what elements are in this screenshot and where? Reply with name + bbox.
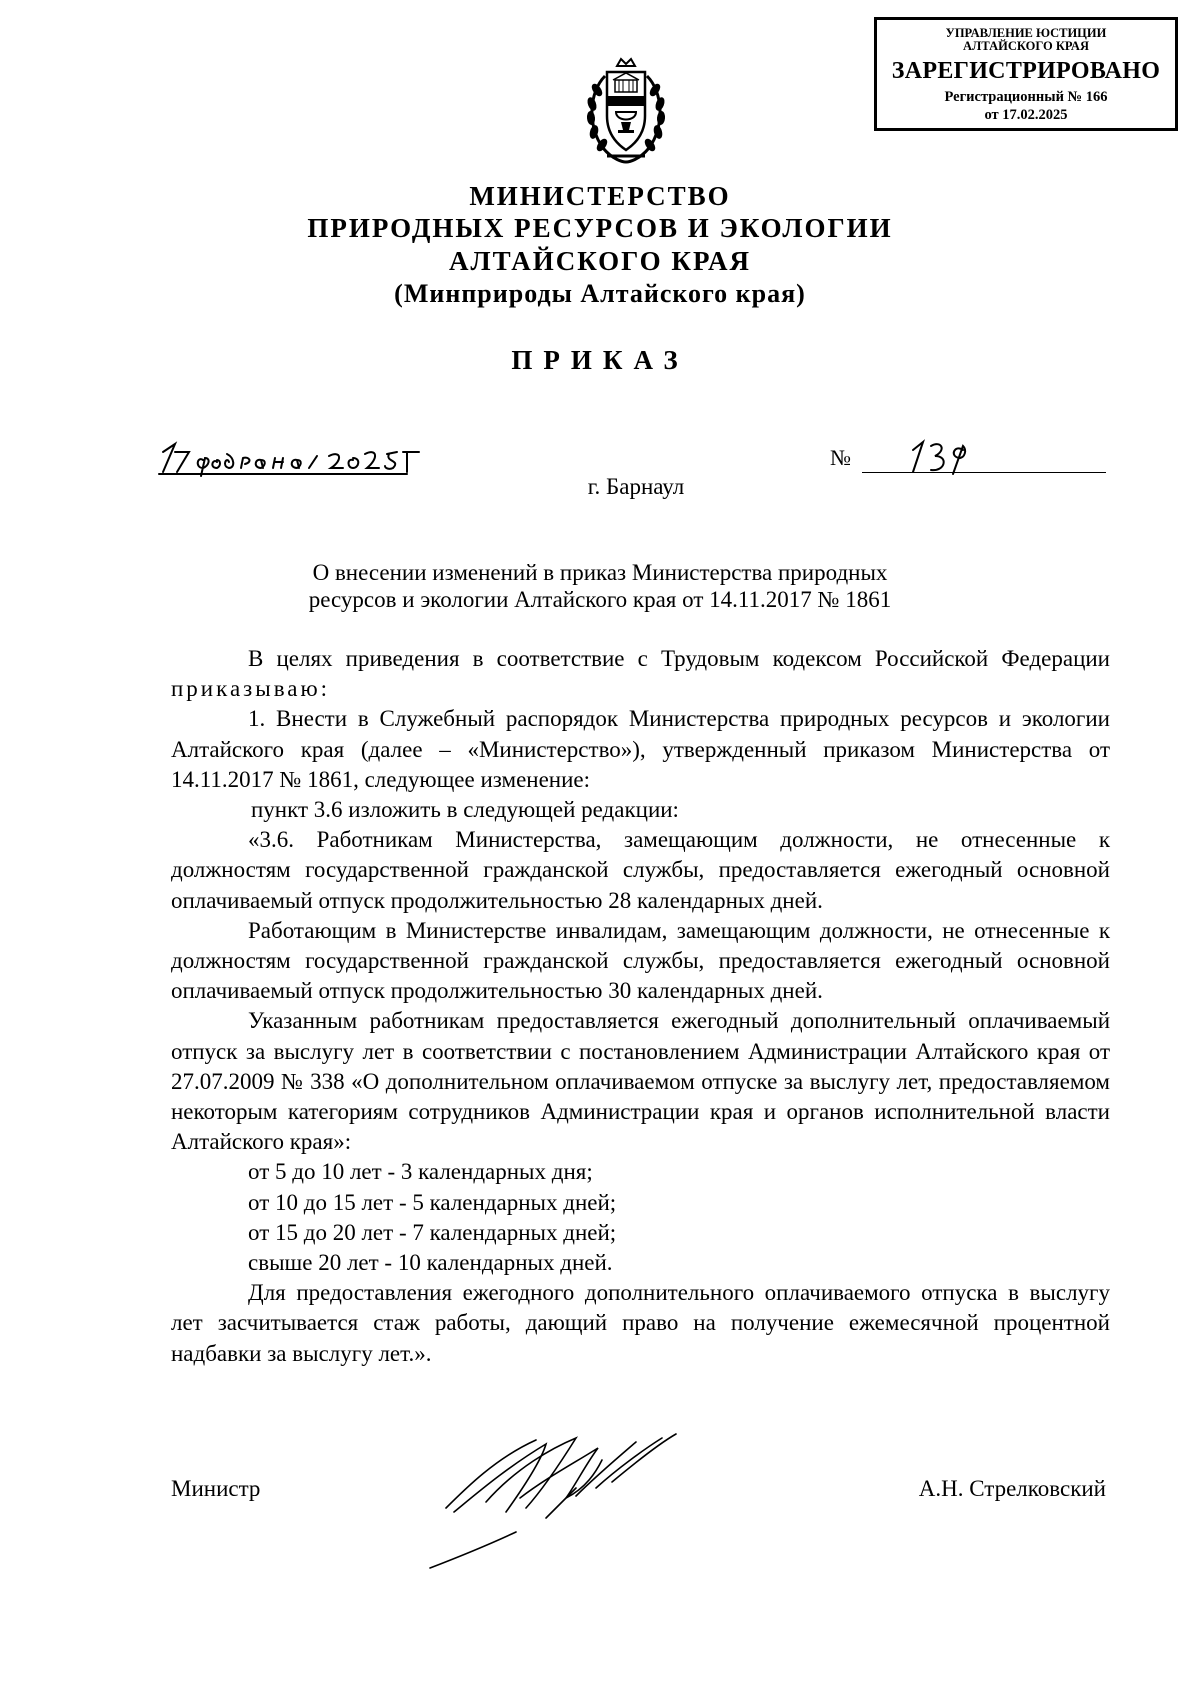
- signatory-title: Министр: [171, 1476, 261, 1501]
- stamp-status: ЗАРЕГИСТРИРОВАНО: [891, 58, 1161, 84]
- list-item: от 15 до 20 лет - 7 календарных дней;: [248, 1219, 617, 1245]
- order-word: приказываю: [171, 676, 321, 702]
- number-underline: [862, 472, 1106, 473]
- stamp-reg-date: от 17.02.2025: [984, 107, 1068, 123]
- stamp-org-line1: УПРАВЛЕНИЕ ЮСТИЦИИ: [945, 26, 1107, 40]
- body-paragraph-seniority: Указанным работникам предоставляется ежегодный дополнительный оплачиваемый отпуск за выслугу лет в соответствии с постановлением Администрации Алтайского края от 27.07.2009 № 338 «О дополнительном оплачиваемом отпуске за выслугу лет, предоставляемом некоторым категориям сотрудников Администрации края и органов исполнительной власти Алтайского края»:: [171, 1008, 1110, 1155]
- number-label: №: [830, 445, 851, 470]
- list-item: свыше 20 лет - 10 календарных дней.: [248, 1250, 613, 1276]
- body-paragraph-preamble: [171, 644, 1110, 704]
- body-paragraph-item1: 1. Внести в Служебный распорядок Министерства природных ресурсов и экологии Алтайского края (далее – «Министерство»), утвержденный приказом Министерства от 14.11.2017 № 1861, следующее изменение:: [171, 706, 1110, 792]
- city: г. Барнаул: [587, 474, 685, 499]
- handwritten-number: [905, 438, 975, 478]
- header-line4: (Минприроды Алтайского края): [394, 279, 806, 308]
- preamble-text: В целях приведения в соответствие с Трудовым кодексом Российской Федерации: [248, 646, 1110, 671]
- list-item: от 5 до 10 лет - 3 календарных дня;: [248, 1159, 593, 1185]
- stamp-reg-number: Регистрационный № 166: [944, 89, 1108, 105]
- header-line1: МИНИСТЕРСТВО: [469, 181, 731, 211]
- body-paragraph-3-6: «3.6. Работникам Министерства, замещающим должности, не отнесенные к должностям государственной гражданской службы, предоставляется ежегодный основной оплачиваемый отпуск продолжительностью 28 календарных дней.: [171, 827, 1110, 913]
- subject-line2: ресурсов и экологии Алтайского края от 14.11.2017 № 1861: [308, 587, 892, 612]
- preamble-colon: :: [320, 676, 328, 702]
- document-subject: [180, 559, 1020, 613]
- body-paragraph-point: пункт 3.6 изложить в следующей редакции:: [251, 797, 679, 823]
- signatory-name: А.Н. Стрелковский: [918, 1476, 1106, 1501]
- list-item: от 10 до 15 лет - 5 календарных дней;: [248, 1189, 617, 1215]
- document-type: ПРИКАЗ: [511, 345, 689, 375]
- subject-line1: О внесении изменений в приказ Министерства природных: [312, 560, 888, 585]
- header-line3: АЛТАЙСКОГО КРАЯ: [448, 246, 752, 276]
- registration-stamp: [874, 17, 1178, 131]
- handwritten-signature: [426, 1428, 736, 1573]
- body-paragraph-disabled: Работающим в Министерстве инвалидам, замещающим должности, не отнесенные к должностям государственной гражданской службы, предоставляется ежегодный основной оплачиваемый отпуск продолжительностью 30 календарных дней.: [171, 917, 1110, 1004]
- body-paragraph-final: Для предоставления ежегодного дополнительного оплачиваемого отпуска в выслугу лет засчитывается стаж работы, дающий право на получение ежемесячной процентной надбавки за выслугу лет.».: [171, 1280, 1110, 1366]
- coat-of-arms-icon: [583, 56, 669, 168]
- stamp-org-line2: АЛТАЙСКОГО КРАЯ: [963, 39, 1089, 53]
- stamp-org: [877, 27, 1175, 53]
- document-body: [171, 644, 1110, 1369]
- header-line2: ПРИРОДНЫХ РЕСУРСОВ И ЭКОЛОГИИ: [307, 213, 893, 243]
